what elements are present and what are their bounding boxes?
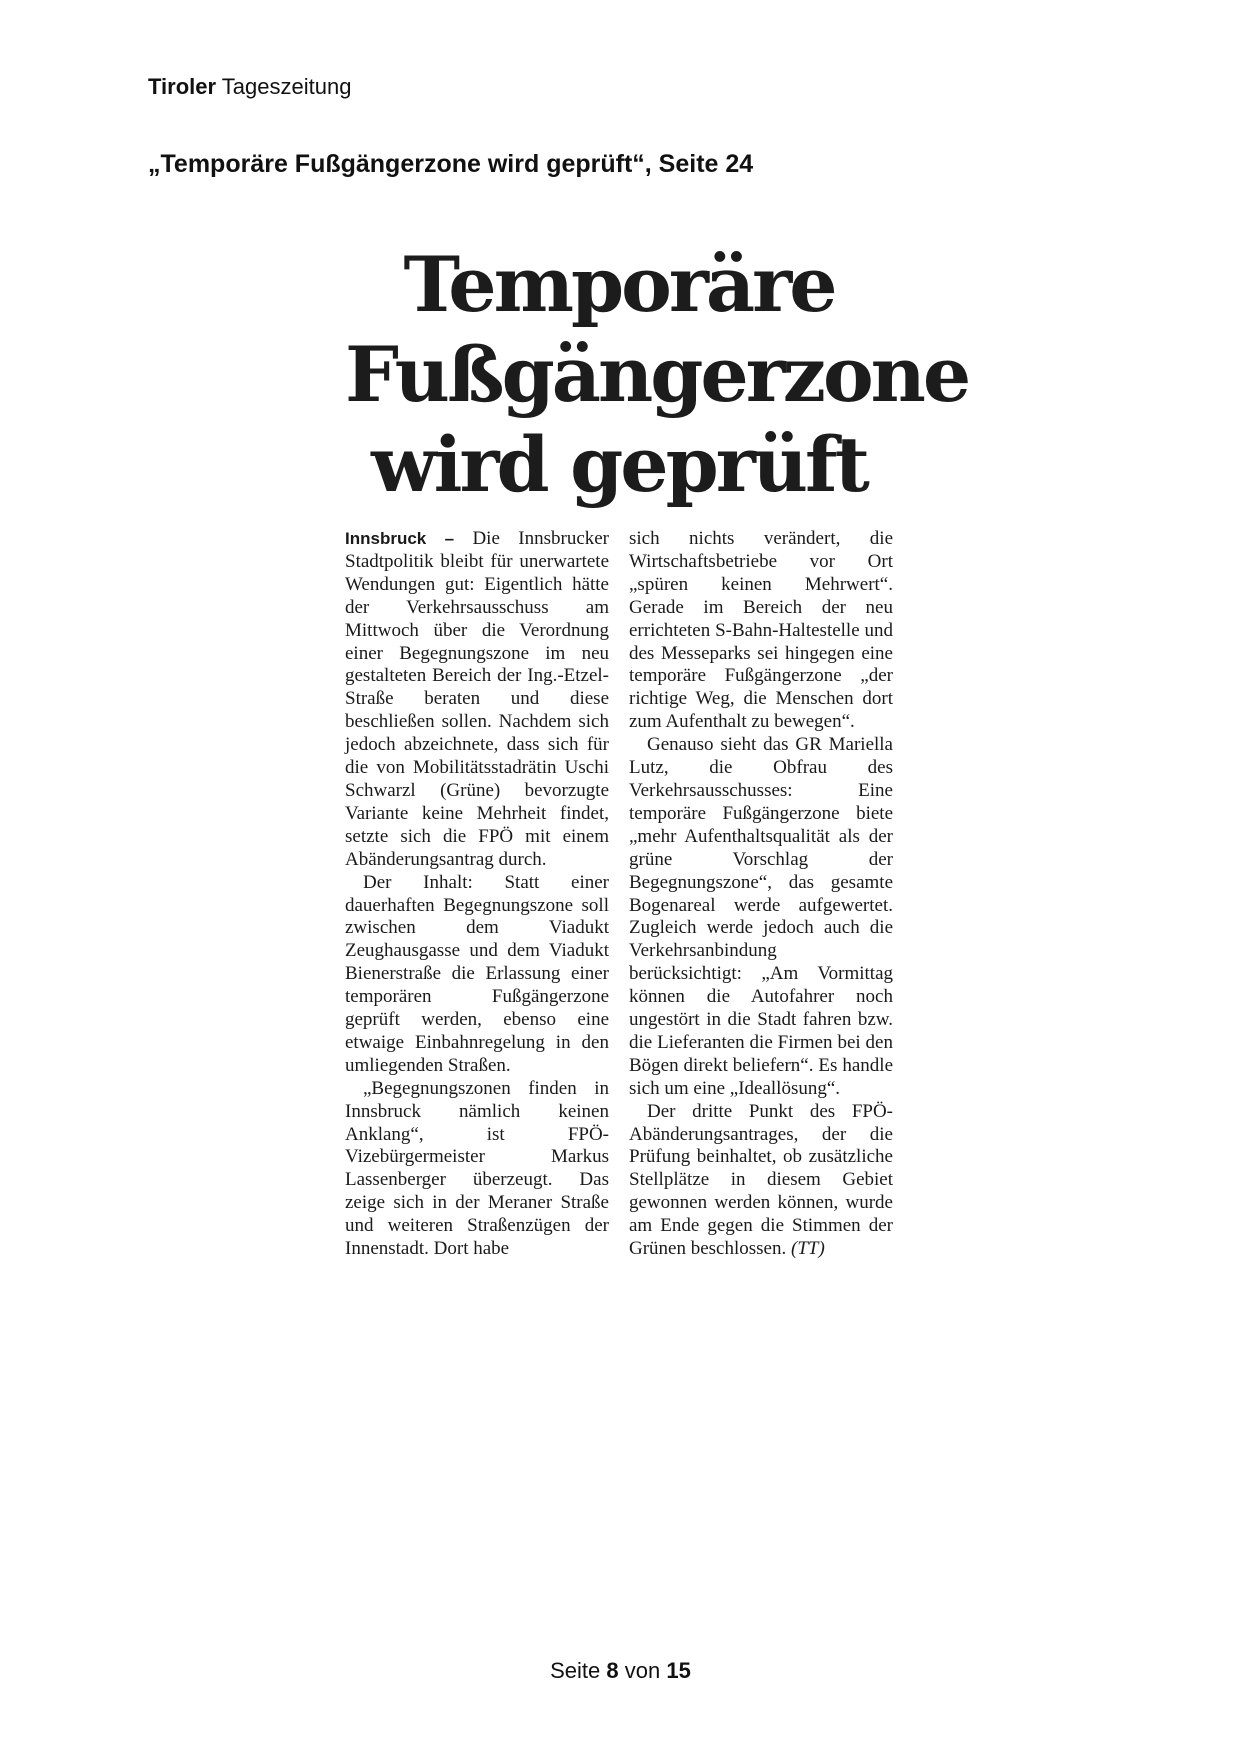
publication-name-bold: Tiroler: [148, 74, 217, 99]
paragraph: Genauso sieht das GR Mariella Lutz, die Obfrau des Verkehrsausschusses: Eine temporäre Fußgängerzone biete „mehr Aufenthaltsqualität als der grüne Vorschlag der Begegnungszone“, das gesamte Bogenareal werde aufgewertet. Zugleich werde jedoch auch die Verkehrsanbindung berücksichtigt: „Am Vormittag können die Autofahrer noch ungestört in die Stadt fahren bzw. die Lieferanten die Firmen bei den Bögen direkt beliefern“. Es handle sich um eine „Ideallösung“.: [629, 734, 893, 1099]
paragraph-text: Der dritte Punkt des FPÖ-Abänderungsantrages, der die Prüfung beinhaltet, ob zusätzliche Stellplätze in diesem Gebiet gewonnen werden können, wurde am Ende gegen die Stimmen der Grünen beschlossen.: [629, 1100, 893, 1260]
page-number: [0, 1657, 1241, 1685]
headline-line-1: Temporäre: [403, 240, 835, 329]
paragraph-text: Die Innsbrucker Stadtpolitik bleibt für unerwartete Wendungen gut: Eigentlich hätte der Verkehrsausschuss am Mittwoch über die Verordnung einer Begegnungszone im neu gestalteten Bereich der Ing.-Etzel-Straße beraten und diese beschließen sollen. Nachdem sich jedoch abzeichnete, dass sich für die von Mobilitätsstadrätin Uschi Schwarzl (Grüne) bevorzugte Variante keine Mehrheit findet, setzte sich die FPÖ mit einem Abänderungsantrag durch.: [345, 528, 610, 870]
article-column-1: [345, 528, 609, 1261]
publication-name-regular: Tageszeitung: [221, 74, 352, 99]
page-current: 8: [606, 1658, 619, 1683]
article-column-2: [629, 528, 893, 1261]
paragraph: [629, 1101, 893, 1261]
headline-line-2: Fußgängerzone: [345, 330, 969, 419]
paragraph: [345, 528, 609, 872]
article-clipping: [345, 240, 969, 1261]
page-prefix: Seite: [550, 1658, 601, 1683]
article-headline: [345, 240, 969, 510]
page-separator: von: [624, 1658, 661, 1683]
article-credit: (TT): [791, 1238, 825, 1260]
paragraph: sich nichts verändert, die Wirtschaftsbetriebe vor Ort „spüren keinen Mehrwert“. Gerade im Bereich der neu errichteten S-Bahn-Haltestelle und des Messeparks sei hingegen eine temporäre Fußgängerzone „der richtige Weg, die Menschen dort zum Aufenthalt zu bewegen“.: [629, 528, 893, 733]
article-body: [345, 528, 893, 1261]
headline-line-3: wird geprüft: [371, 420, 867, 509]
page-total: 15: [666, 1658, 691, 1683]
publication-name: [148, 73, 351, 101]
paragraph: Der Inhalt: Statt einer dauerhaften Begegnungszone soll zwischen dem Viadukt Zeughausgasse und dem Viadukt Bienerstraße die Erlassung einer temporären Fußgängerzone geprüft werden, ebenso eine etwaige Einbahnregelung in den umliegenden Straßen.: [345, 871, 609, 1076]
paragraph: „Begegnungszonen finden in Innsbruck nämlich keinen Anklang“, ist FPÖ-Vizebürgermeister Markus Lassenberger überzeugt. Das zeige sich in der Meraner Straße und weiteren Straßenzügen der Innenstadt. Dort habe: [345, 1077, 609, 1260]
document-title: „Temporäre Fußgängerzone wird geprüft“, Seite 24: [148, 150, 754, 178]
dateline: Innsbruck –: [345, 529, 455, 548]
